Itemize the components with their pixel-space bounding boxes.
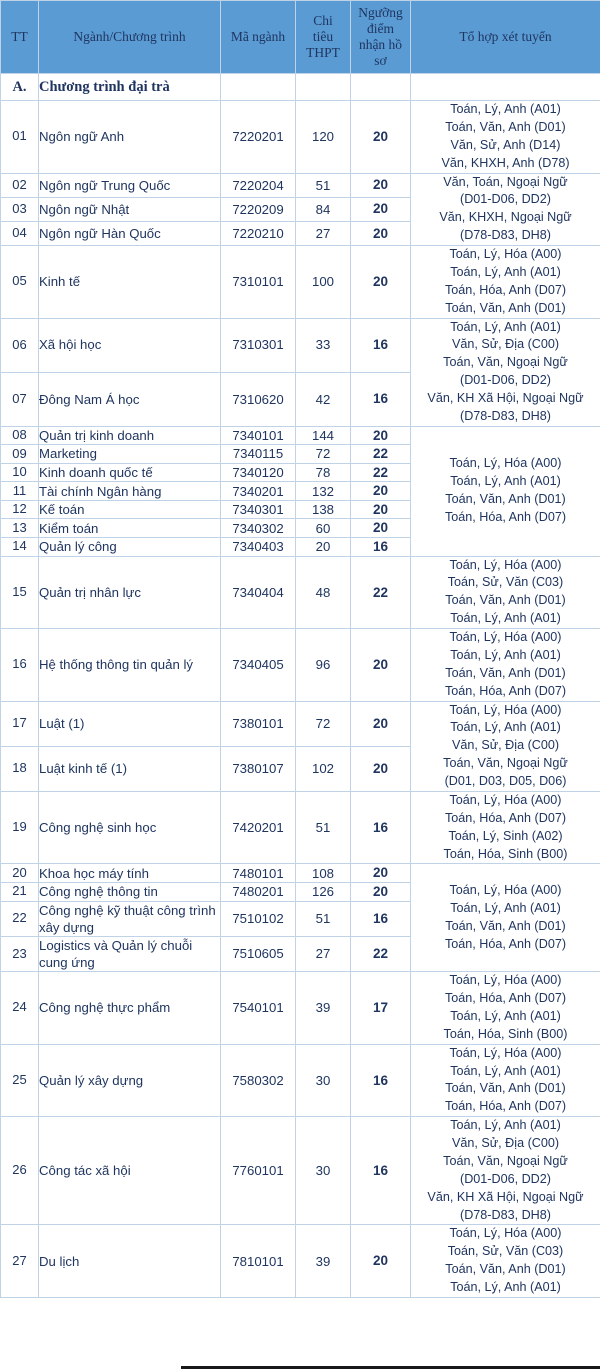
threshold-header-line-4: sơ (374, 52, 387, 68)
row-major-code: 7220209 (221, 197, 296, 221)
row-major-name: Khoa học máy tính (39, 864, 221, 883)
row-index: 13 (1, 519, 39, 538)
combination-line: Văn, Sử, Anh (D14) (450, 137, 561, 152)
table-row (1, 629, 600, 702)
row-major-code: 7310301 (221, 318, 296, 372)
row-quota: 39 (296, 972, 351, 1045)
combination-line: Toán, Lý, Anh (A01) (450, 611, 561, 626)
combination-line: Toán, Hóa, Anh (D07) (444, 1099, 567, 1114)
page-edge-artifact (181, 1366, 600, 1369)
combination-line: Toán, Hóa, Anh (D07) (444, 510, 567, 525)
row-major-name: Công nghệ thông tin (39, 883, 221, 902)
row-threshold: 20 (351, 1225, 411, 1298)
table-row (1, 173, 600, 197)
combination-line: Văn, Sử, Địa (C00) (451, 337, 560, 352)
row-major-name: Quản trị kinh doanh (39, 426, 221, 445)
row-index: 24 (1, 972, 39, 1045)
combination-line: Toán, Văn, Ngoại Ngữ (443, 756, 568, 771)
row-major-code: 7340403 (221, 538, 296, 557)
combination-line: Toán, Lý, Anh (A01) (450, 1063, 561, 1078)
row-index: 22 (1, 901, 39, 936)
row-index: 14 (1, 538, 39, 557)
row-threshold: 20 (351, 173, 411, 197)
row-threshold: 16 (351, 372, 411, 426)
row-index: 09 (1, 445, 39, 464)
row-major-code: 7380107 (221, 746, 296, 791)
combination-line: Toán, Sử, Văn (C03) (447, 575, 564, 590)
row-major-code: 7220204 (221, 173, 296, 197)
row-threshold: 20 (351, 101, 411, 174)
threshold-header-line-2: điểm (367, 21, 394, 37)
section-row (1, 74, 600, 101)
quota-header-line-2: tiêu (312, 29, 334, 45)
row-major-name: Logistics và Quản lý chuỗi cung ứng (39, 936, 221, 971)
column-header-major: Ngành/Chương trình (39, 1, 221, 74)
row-major-code: 7510605 (221, 936, 296, 971)
row-major-code: 7480101 (221, 864, 296, 883)
row-major-code: 7510102 (221, 901, 296, 936)
section-code-cell (221, 74, 296, 101)
row-index: 05 (1, 246, 39, 319)
combination-line: Toán, Hóa, Anh (D07) (444, 282, 567, 297)
combination-line: (D01-D06, DD2) (460, 373, 551, 388)
table-row (1, 1225, 600, 1298)
combination-line: Toán, Lý, Hóa (A00) (449, 702, 562, 717)
table-body (1, 74, 600, 1298)
row-major-name: Du lịch (39, 1225, 221, 1298)
combination-line: Văn, Sử, Địa (C00) (451, 738, 560, 753)
combination-line: Văn, KHXH, Ngoại Ngữ (439, 210, 572, 225)
row-index: 02 (1, 173, 39, 197)
row-index: 06 (1, 318, 39, 372)
combination-line: Toán, Lý, Hóa (A00) (449, 630, 562, 645)
combination-line: Toán, Văn, Anh (D01) (445, 119, 566, 134)
row-major-name: Luật (1) (39, 701, 221, 746)
row-major-code: 7340405 (221, 629, 296, 702)
table-row (1, 318, 600, 372)
row-threshold: 20 (351, 500, 411, 519)
combination-line: Toán, Lý, Hóa (A00) (449, 1226, 562, 1241)
combination-line: Toán, Văn, Anh (D01) (445, 593, 566, 608)
row-quota: 78 (296, 463, 351, 482)
row-index: 17 (1, 701, 39, 746)
table-row (1, 972, 600, 1045)
section-quota-cell (296, 74, 351, 101)
row-subject-combination (411, 791, 600, 864)
row-major-code: 7340404 (221, 556, 296, 629)
table-row (1, 556, 600, 629)
row-index: 08 (1, 426, 39, 445)
row-major-name: Marketing (39, 445, 221, 464)
row-threshold: 16 (351, 318, 411, 372)
row-threshold: 20 (351, 746, 411, 791)
row-index: 26 (1, 1117, 39, 1225)
row-threshold: 20 (351, 426, 411, 445)
row-quota: 27 (296, 221, 351, 245)
row-major-name: Ngôn ngữ Anh (39, 101, 221, 174)
row-major-code: 7310101 (221, 246, 296, 319)
row-major-code: 7340115 (221, 445, 296, 464)
row-subject-combination (411, 318, 600, 426)
combination-line: (D01-D06, DD2) (460, 192, 551, 207)
quota-header-line-3: THPT (306, 44, 340, 60)
row-quota: 27 (296, 936, 351, 971)
combination-line: (D78-D83, DH8) (460, 228, 551, 243)
row-quota: 100 (296, 246, 351, 319)
combination-line: Văn, KH Xã Hội, Ngoại Ngữ (427, 391, 584, 405)
combination-line: Toán, Văn, Anh (D01) (445, 492, 566, 507)
row-subject-combination (411, 864, 600, 972)
combination-line: Toán, Lý, Anh (A01) (450, 647, 561, 662)
row-index: 19 (1, 791, 39, 864)
row-major-code: 7340101 (221, 426, 296, 445)
row-threshold: 22 (351, 556, 411, 629)
row-major-name: Ngôn ngữ Hàn Quốc (39, 221, 221, 245)
row-index: 15 (1, 556, 39, 629)
row-major-code: 7340302 (221, 519, 296, 538)
row-quota: 51 (296, 173, 351, 197)
row-subject-combination (411, 629, 600, 702)
combination-line: Toán, Lý, Anh (A01) (450, 1280, 561, 1295)
row-quota: 30 (296, 1044, 351, 1117)
row-quota: 120 (296, 101, 351, 174)
row-major-name: Hệ thống thông tin quản lý (39, 629, 221, 702)
combination-line: Văn, Toán, Ngoại Ngữ (443, 174, 568, 189)
combination-line: Toán, Lý, Hóa (A00) (449, 456, 562, 471)
combination-line: Toán, Lý, Hóa (A00) (449, 792, 562, 807)
row-major-name: Đông Nam Á học (39, 372, 221, 426)
row-major-name: Kiểm toán (39, 519, 221, 538)
section-threshold-cell (351, 74, 411, 101)
row-index: 12 (1, 500, 39, 519)
combination-line: Toán, Văn, Ngoại Ngữ (443, 1153, 568, 1168)
row-threshold: 22 (351, 463, 411, 482)
combination-line: Toán, Sử, Văn (C03) (447, 1244, 564, 1259)
combination-line: Toán, Văn, Anh (D01) (445, 1081, 566, 1096)
row-major-code: 7810101 (221, 1225, 296, 1298)
row-major-name: Công nghệ sinh học (39, 791, 221, 864)
table-row (1, 1044, 600, 1117)
row-index: 04 (1, 221, 39, 245)
row-threshold: 17 (351, 972, 411, 1045)
row-major-code: 7760101 (221, 1117, 296, 1225)
row-major-name: Ngôn ngữ Nhật (39, 197, 221, 221)
table-row (1, 864, 600, 883)
combination-line: Toán, Lý, Anh (A01) (450, 264, 561, 279)
column-header-tt: TT (1, 1, 39, 74)
row-quota: 33 (296, 318, 351, 372)
row-quota: 20 (296, 538, 351, 557)
row-quota: 132 (296, 482, 351, 501)
table-row (1, 101, 600, 174)
row-index: 11 (1, 482, 39, 501)
combination-line: Toán, Văn, Anh (D01) (445, 1262, 566, 1277)
combination-line: Toán, Văn, Ngoại Ngữ (443, 355, 568, 370)
row-threshold: 16 (351, 1044, 411, 1117)
table-row (1, 426, 600, 445)
table-row (1, 701, 600, 746)
combination-line: Toán, Lý, Anh (A01) (450, 1118, 561, 1133)
row-threshold: 22 (351, 445, 411, 464)
row-index: 07 (1, 372, 39, 426)
row-index: 16 (1, 629, 39, 702)
row-threshold: 20 (351, 482, 411, 501)
row-index: 18 (1, 746, 39, 791)
row-threshold: 20 (351, 864, 411, 883)
row-threshold: 16 (351, 538, 411, 557)
row-index: 01 (1, 101, 39, 174)
combination-line: Toán, Lý, Anh (A01) (450, 720, 561, 735)
quota-header-line-1: Chi (313, 13, 333, 29)
row-quota: 84 (296, 197, 351, 221)
combination-line: (D78-D83, DH8) (460, 408, 551, 423)
row-major-code: 7580302 (221, 1044, 296, 1117)
combination-line: Toán, Hóa, Sinh (B00) (443, 846, 568, 861)
row-index: 20 (1, 864, 39, 883)
threshold-header-line-1: Ngưỡng (358, 5, 403, 21)
row-threshold: 16 (351, 791, 411, 864)
row-subject-combination (411, 1117, 600, 1225)
row-major-code: 7220201 (221, 101, 296, 174)
combination-line: Toán, Văn, Anh (D01) (445, 665, 566, 680)
combination-line: Toán, Hóa, Anh (D07) (444, 991, 567, 1006)
combination-line: (D78-D83, DH8) (460, 1207, 551, 1222)
row-index: 21 (1, 883, 39, 902)
section-title: Chương trình đại trà (39, 74, 221, 101)
table-row (1, 246, 600, 319)
combination-line: Văn, Sử, Địa (C00) (451, 1136, 560, 1151)
row-quota: 60 (296, 519, 351, 538)
row-threshold: 16 (351, 1117, 411, 1225)
row-major-name: Xã hội học (39, 318, 221, 372)
row-major-code: 7340120 (221, 463, 296, 482)
row-quota: 96 (296, 629, 351, 702)
row-major-name: Quản lý công (39, 538, 221, 557)
column-header-threshold (351, 1, 411, 74)
combination-line: (D01, D03, D05, D06) (444, 774, 567, 789)
combination-line: (D01-D06, DD2) (460, 1171, 551, 1186)
row-threshold: 22 (351, 936, 411, 971)
row-quota: 51 (296, 791, 351, 864)
table-row (1, 791, 600, 864)
row-index: 03 (1, 197, 39, 221)
combination-line: Toán, Lý, Hóa (A00) (449, 973, 562, 988)
combination-line: Văn, KHXH, Anh (D78) (441, 155, 570, 170)
row-subject-combination (411, 1225, 600, 1298)
row-index: 27 (1, 1225, 39, 1298)
row-major-code: 7220210 (221, 221, 296, 245)
row-index: 23 (1, 936, 39, 971)
combination-line: Toán, Lý, Anh (A01) (450, 319, 561, 334)
row-threshold: 16 (351, 901, 411, 936)
combination-line: Văn, KH Xã Hội, Ngoại Ngữ (427, 1189, 584, 1204)
combination-line: Toán, Văn, Anh (D01) (445, 918, 566, 933)
row-quota: 72 (296, 445, 351, 464)
row-index: 10 (1, 463, 39, 482)
column-header-subject-combination: Tổ hợp xét tuyển (411, 1, 600, 74)
row-quota: 30 (296, 1117, 351, 1225)
row-quota: 51 (296, 901, 351, 936)
row-major-code: 7540101 (221, 972, 296, 1045)
row-threshold: 20 (351, 519, 411, 538)
row-quota: 48 (296, 556, 351, 629)
section-label: A. (1, 74, 39, 101)
row-quota: 102 (296, 746, 351, 791)
row-subject-combination (411, 972, 600, 1045)
row-major-code: 7480201 (221, 883, 296, 902)
row-threshold: 20 (351, 629, 411, 702)
row-quota: 144 (296, 426, 351, 445)
row-major-code: 7420201 (221, 791, 296, 864)
row-subject-combination (411, 556, 600, 629)
combination-line: Toán, Hóa, Anh (D07) (444, 683, 567, 698)
combination-line: Toán, Hóa, Anh (D07) (444, 810, 567, 825)
table-row (1, 1117, 600, 1225)
threshold-header-line-3: nhận hồ (358, 37, 403, 52)
row-major-code: 7380101 (221, 701, 296, 746)
header-row (1, 1, 600, 74)
row-major-name: Ngôn ngữ Trung Quốc (39, 173, 221, 197)
row-subject-combination (411, 246, 600, 319)
row-quota: 72 (296, 701, 351, 746)
row-major-name: Tài chính Ngân hàng (39, 482, 221, 501)
row-major-name: Quản trị nhân lực (39, 556, 221, 629)
combination-line: Toán, Lý, Anh (A01) (450, 474, 561, 489)
row-subject-combination (411, 701, 600, 791)
row-major-name: Kế toán (39, 500, 221, 519)
combination-line: Toán, Hóa, Anh (D07) (444, 936, 567, 951)
row-threshold: 20 (351, 197, 411, 221)
row-index: 25 (1, 1044, 39, 1117)
row-quota: 138 (296, 500, 351, 519)
row-major-name: Công tác xã hội (39, 1117, 221, 1225)
row-major-name: Công nghệ thực phẩm (39, 972, 221, 1045)
row-major-code: 7340201 (221, 482, 296, 501)
row-major-code: 7340301 (221, 500, 296, 519)
row-major-name: Quản lý xây dựng (39, 1044, 221, 1117)
combination-line: Toán, Hóa, Sinh (B00) (443, 1026, 568, 1041)
row-subject-combination (411, 426, 600, 556)
row-quota: 42 (296, 372, 351, 426)
column-header-quota (296, 1, 351, 74)
combination-line: Toán, Lý, Hóa (A00) (449, 1045, 562, 1060)
row-threshold: 20 (351, 246, 411, 319)
row-major-code: 7310620 (221, 372, 296, 426)
column-header-major-code: Mã ngành (221, 1, 296, 74)
section-combination-cell (411, 74, 600, 101)
row-major-name: Luật kinh tế (1) (39, 746, 221, 791)
row-quota: 108 (296, 864, 351, 883)
row-major-name: Công nghệ kỹ thuật công trình xây dựng (39, 901, 221, 936)
row-quota: 126 (296, 883, 351, 902)
table-header (1, 1, 600, 74)
row-subject-combination (411, 173, 600, 246)
row-major-name: Kinh doanh quốc tế (39, 463, 221, 482)
combination-line: Toán, Lý, Hóa (A00) (449, 557, 562, 572)
row-threshold: 20 (351, 883, 411, 902)
combination-line: Toán, Lý, Anh (A01) (450, 1008, 561, 1023)
combination-line: Toán, Lý, Sinh (A02) (448, 828, 563, 843)
combination-line: Toán, Lý, Hóa (A00) (449, 883, 562, 898)
combination-line: Toán, Văn, Anh (D01) (445, 300, 566, 315)
combination-line: Toán, Lý, Anh (A01) (450, 900, 561, 915)
row-quota: 39 (296, 1225, 351, 1298)
combination-line: Toán, Lý, Hóa (A00) (449, 247, 562, 261)
row-threshold: 20 (351, 221, 411, 245)
combination-line: Toán, Lý, Anh (A01) (450, 102, 561, 116)
row-major-name: Kinh tế (39, 246, 221, 319)
row-subject-combination (411, 101, 600, 174)
row-threshold: 20 (351, 701, 411, 746)
row-subject-combination (411, 1044, 600, 1117)
